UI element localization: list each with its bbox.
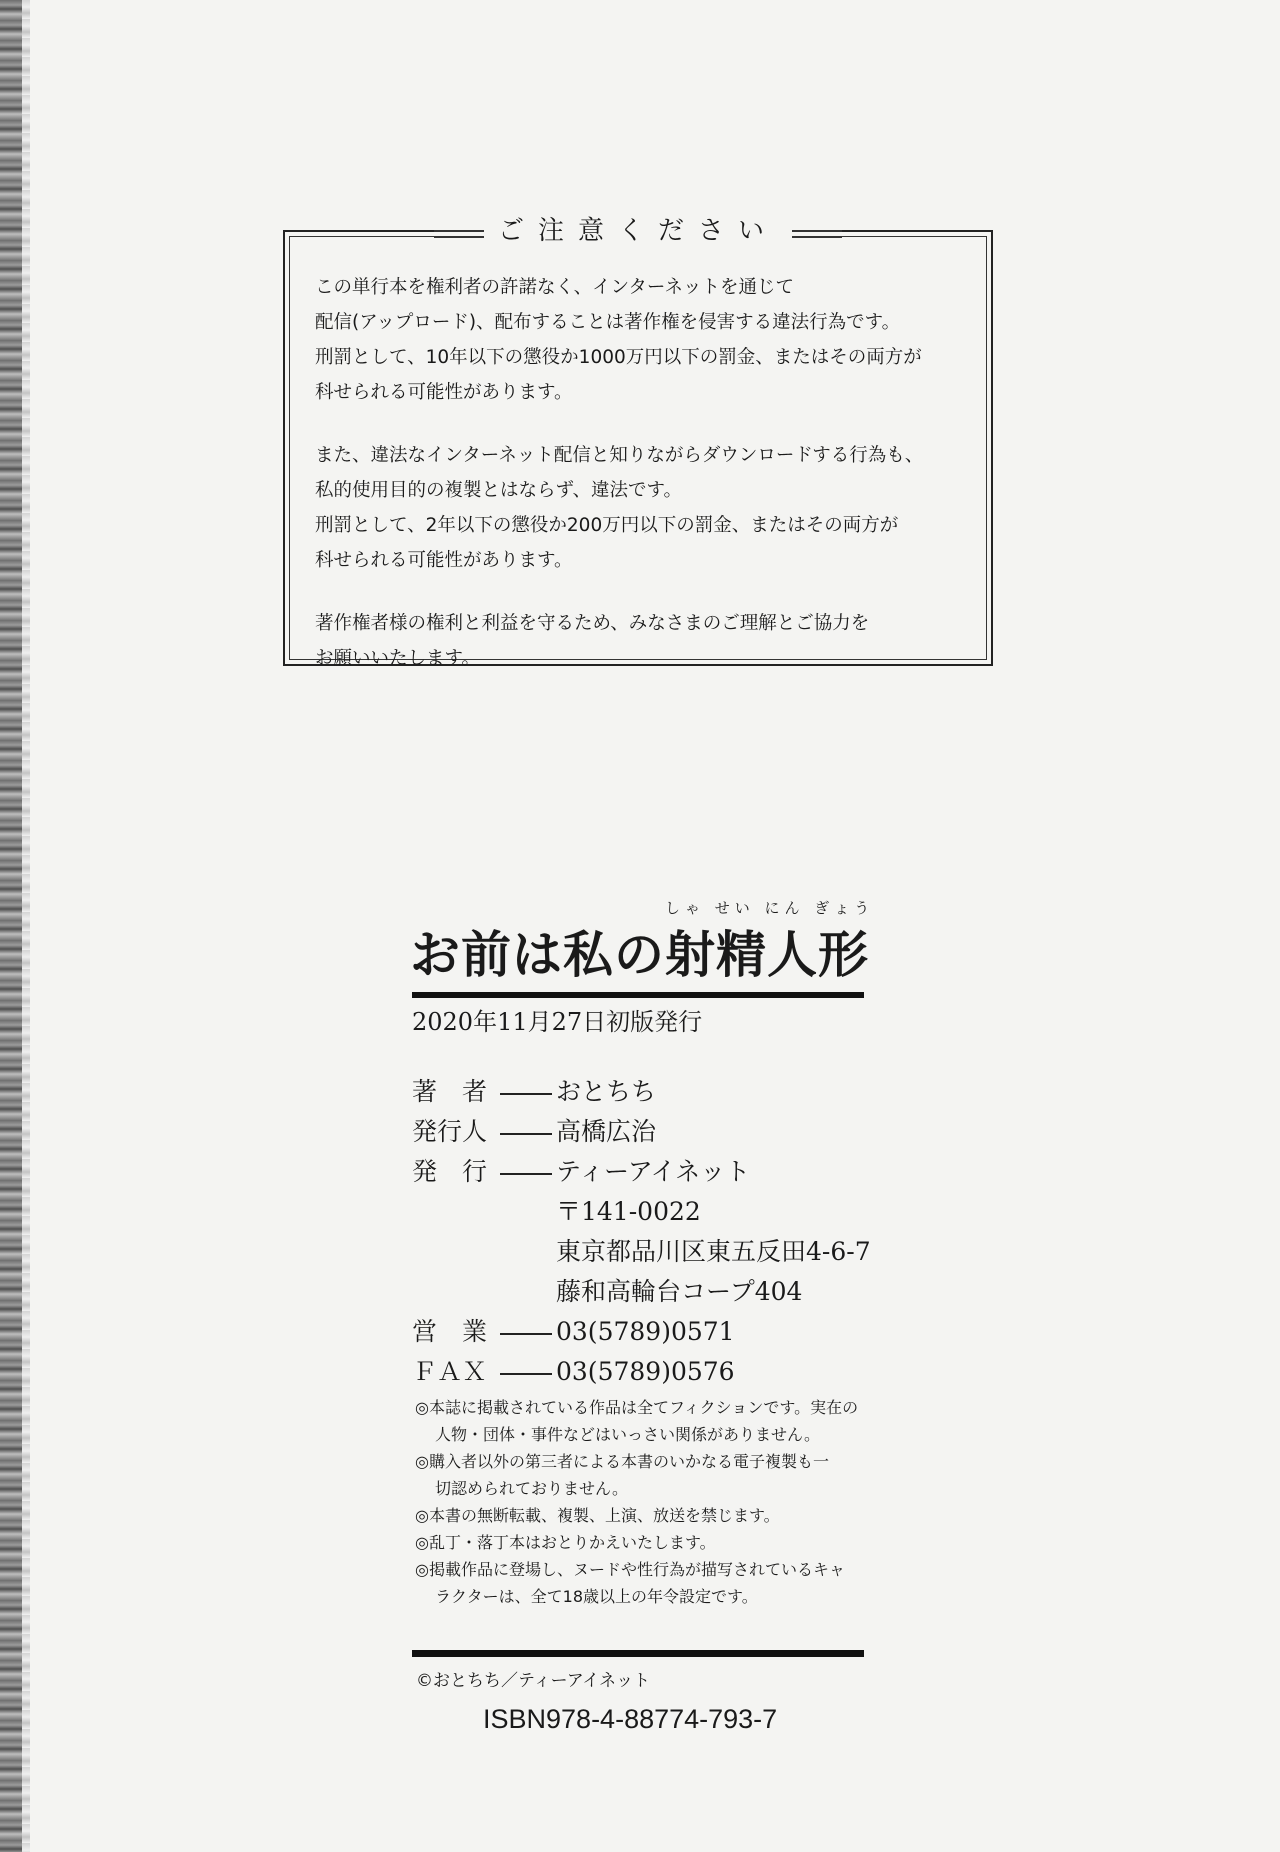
credits: [412, 1072, 871, 1392]
notice-line: 刑罰として、2年以下の懲役か200万円以下の罰金、またはその両方が: [315, 515, 899, 536]
note-line: ◎本誌に掲載されている作品は全てフィクションです。実在の: [415, 1398, 859, 1417]
note-line: ◎掲載作品に登場し、ヌードや性行為が描写されているキャ: [415, 1560, 845, 1579]
copyright-notice-box: [283, 216, 993, 669]
credit-value: 03(5789)0571: [556, 1317, 735, 1346]
notice-line: 私的使用目的の複製とはならず、違法です。: [315, 480, 683, 501]
page-edge-highlight: [22, 0, 30, 1852]
note-line: ◎購入者以外の第三者による本書のいかなる電子複製も一: [415, 1452, 829, 1471]
note-item: [415, 1502, 858, 1529]
note-line: 人物・団体・事件などはいっさい関係がありません。: [435, 1425, 820, 1444]
bottom-rule: [412, 1650, 864, 1657]
isbn: ISBN978-4-88774-793-7: [483, 1704, 778, 1734]
notice-body: [315, 270, 975, 704]
title-right-rule: [792, 230, 842, 240]
notice-title-wrap: [285, 210, 991, 247]
notice-paragraph: [315, 270, 975, 410]
credit-dash: [500, 1333, 552, 1335]
credit-issuer: [412, 1152, 871, 1192]
credit-author: [412, 1072, 871, 1112]
notice-line: 著作権者様の権利と利益を守るため、みなさまのご理解とご協力を: [315, 613, 870, 634]
note-item: [415, 1529, 858, 1556]
credit-label: 著 者: [412, 1077, 488, 1106]
credit-publisher-person: [412, 1112, 871, 1152]
notice-line: この単行本を権利者の許諾なく、インターネットを通じて: [315, 277, 794, 298]
credit-fax: [412, 1352, 871, 1392]
title-ruby: しゃ せい にん ぎょう: [665, 899, 875, 917]
credit-address-2: 藤和高輪台コープ404: [556, 1277, 803, 1306]
book-title: お前は私の射精人形: [410, 925, 869, 984]
publication-date: 2020年11月27日初版発行: [412, 1008, 703, 1036]
notice-paragraph: [315, 438, 975, 578]
credit-sales: [412, 1312, 871, 1352]
note-line: ◎乱丁・落丁本はおとりかえいたします。: [415, 1533, 716, 1552]
credit-dash: [500, 1093, 552, 1095]
note-line: ◎本書の無断転載、複製、上演、放送を禁じます。: [415, 1506, 780, 1525]
credit-dash: [500, 1373, 552, 1375]
credit-value: おとちち: [556, 1077, 657, 1106]
notice-paragraph: [315, 606, 975, 676]
credit-label: ＦＡＸ: [412, 1357, 488, 1386]
note-line: ラクターは、全て18歳以上の年令設定です。: [435, 1587, 758, 1606]
credit-dash: [500, 1173, 552, 1175]
credit-label: 発行人: [412, 1117, 488, 1146]
legal-notes: [415, 1394, 858, 1610]
credit-value: 高橋広治: [556, 1117, 657, 1146]
note-item: [415, 1394, 858, 1448]
credit-dash: [500, 1133, 552, 1135]
credit-label: 発 行: [412, 1157, 488, 1186]
notice-title: ご注意ください: [484, 216, 792, 246]
notice-line: お願いいたします。: [315, 648, 481, 669]
note-item: [415, 1556, 858, 1610]
copyright-line: ©おとちち／ティーアイネット: [416, 1671, 651, 1691]
notice-line: 科せられる可能性があります。: [315, 382, 573, 403]
note-item: [415, 1448, 858, 1502]
note-line: 切認められておりません。: [435, 1479, 628, 1498]
notice-line: 配信(アップロード)、配布することは著作権を侵害する違法行為です。: [315, 312, 901, 333]
credit-value: ティーアイネット: [556, 1157, 751, 1186]
credit-postal: 〒141-0022: [556, 1197, 701, 1226]
notice-line: 刑罰として、10年以下の懲役か1000万円以下の罰金、またはその両方が: [315, 347, 922, 368]
notice-line: また、違法なインターネット配信と知りながらダウンロードする行為も、: [315, 445, 924, 466]
credit-address-1: 東京都品川区東五反田4-6-7: [556, 1237, 871, 1266]
title-rule: [412, 992, 864, 998]
page-edge-shadow: [0, 0, 22, 1852]
credit-value: 03(5789)0576: [556, 1357, 735, 1386]
notice-line: 科せられる可能性があります。: [315, 550, 573, 571]
credit-label: 営 業: [412, 1317, 488, 1346]
title-left-rule: [434, 230, 484, 240]
